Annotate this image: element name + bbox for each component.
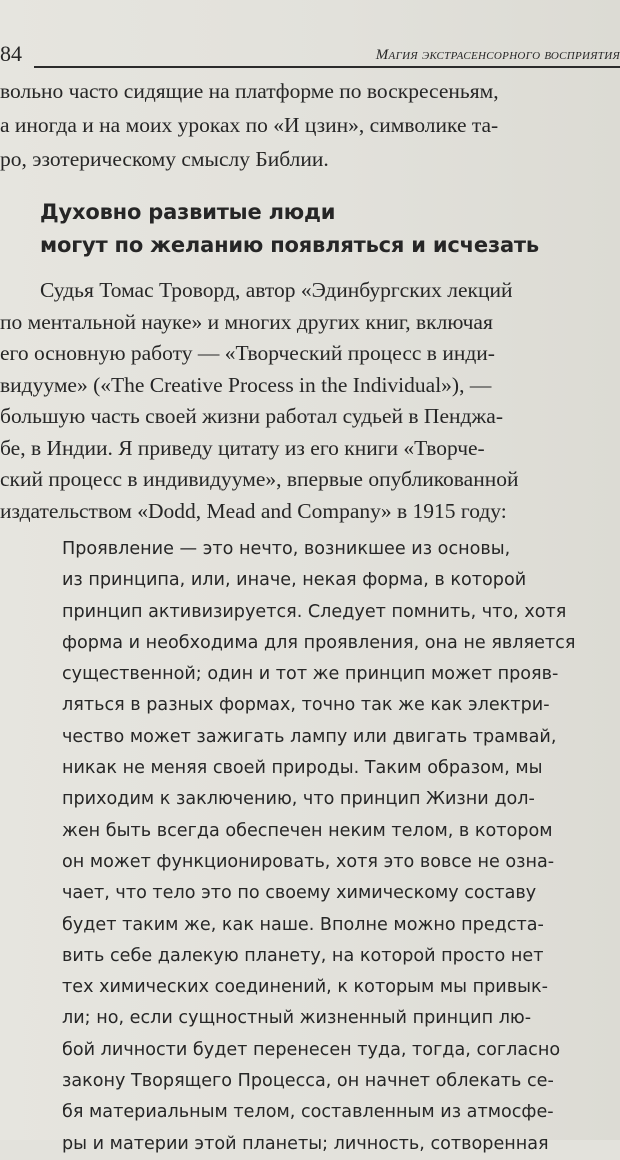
- header-rule: [34, 66, 620, 68]
- section-heading: Духовно развитые люди могут по желанию появляться и исчезать: [40, 200, 539, 257]
- page-number: 84: [0, 41, 22, 66]
- running-head: [0, 38, 620, 70]
- troward-quote: Проявление — это нечто, возникшее из основы, из принципа, или, иначе, некая форма, в которой принцип активизируется. Следует помнить, что, хотя форма и необходима для проявления, она не является существенной; один и тот же принцип может прояв- ляться в разных формах, точно так же как электри- чество может зажигать лампу или двигать трамвай, никак не меняя своей природы. Таким образом, мы приходим к заключению, что принцип Жизни дол- жен быть всегда обеспечен неким телом, в котором он может функционировать, хотя это вовсе не озна- чает, что тело это по своему химическому составу будет таким же, как наше. Вполне можно предста- вить себе далекую планету, на которой просто нет тех химических соединений, к которым мы привык- ли; но, если сущностный жизненный принцип лю- бой личности будет перенесен туда, тогда, согласно закону Творящего Процесса, он начнет облекать се- бя материальным телом, составленным из атмосфе- ры и материи этой планеты; личность, сотворенная: [62, 539, 576, 1154]
- troward-intro-paragraph: Судья Томас Троворд, автор «Эдинбургских лекций по ментальной науке» и многих других книг, включая его основную работу — «Творческий процесс в инди- видууме» («The Creative Process in the Individual»), — большую часть своей жизни работал судьей в Пенджа- бе, в Индии. Я приведу цитату из его книги «Творче- ский процесс в индивидууме», впервые опубликованной издательством «Dodd, Mead and Company» в 1915 году:: [0, 278, 519, 523]
- running-title: Магия экстрасенсорного восприятия: [375, 47, 620, 63]
- continuation-paragraph: вольно часто сидящие на платформе по воскресеньям, а иногда и на моих уроках по «И цзин», символике та- ро, эзотерическому смыслу Библии.: [0, 79, 499, 171]
